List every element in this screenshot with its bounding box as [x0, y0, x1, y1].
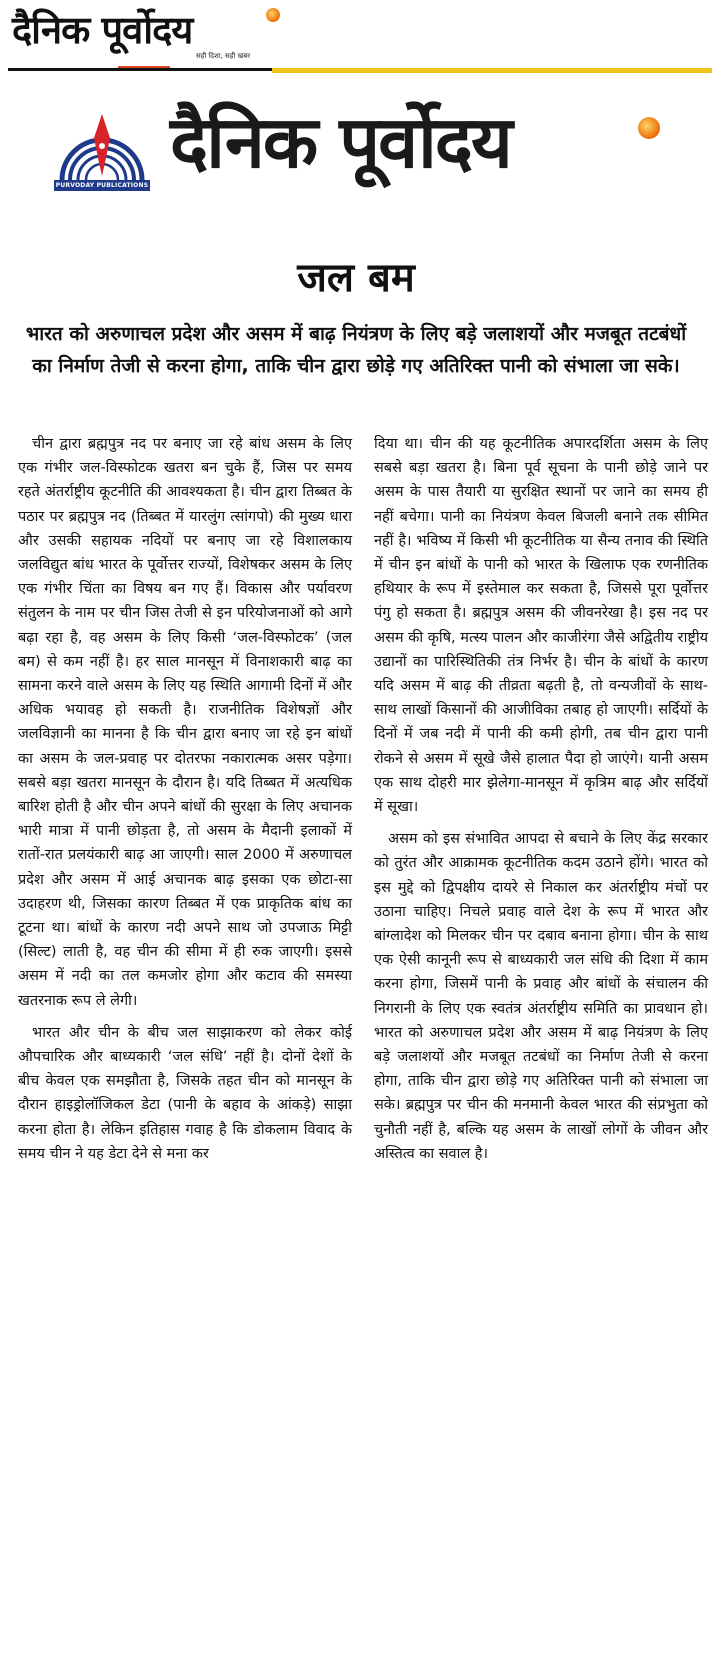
masthead-logo-small[interactable]: दैनिक पूर्वोदय — [12, 7, 193, 52]
article-headline: जल बम — [297, 255, 415, 301]
article-deck: भारत को अरुणाचल प्रदेश और असम में बाढ़ नियंत्रण के लिए बड़े जलाशयों और मजबूत तटबंधों का निर्माण तेजी से करना होगा, ताकि चीन द्वारा छोड़े गए अतिरिक्त पानी को संभाला जा सके। — [25, 323, 687, 377]
sun-dot-icon — [266, 8, 280, 22]
masthead-yellow-rule — [272, 68, 712, 73]
sun-dot-large-icon — [638, 117, 660, 139]
masthead-logo-large: दैनिक पूर्वोदय — [170, 99, 511, 184]
right-column — [374, 432, 708, 1174]
masthead-tagline: सही दिशा, सही खबर — [196, 52, 251, 60]
publisher-name: PURVODAY PUBLICATIONS — [55, 182, 149, 189]
paragraph: भारत और चीन के बीच जल साझाकरण को लेकर कोई औपचारिक और बाध्यकारी ‘जल संधि’ नहीं है। दोनों देशों के बीच केवल एक समझौता है, जिसके तहत चीन को मानसून के दौरान हाइड्रोलॉजिकल डेटा (पानी के बहाव के आंकड़े) साझा करना होता है। लेकिन इतिहास गवाह है कि डोकलाम विवाद के समय चीन ने यह डेटा देने से मना कर — [18, 1024, 352, 1162]
paragraph: असम को इस संभावित आपदा से बचाने के लिए केंद्र सरकार को तुरंत और आक्रामक कूटनीतिक कदम उठाने होंगे। भारत को इस मुद्दे को द्विपक्षीय दायरे से निकाल कर अंतर्राष्ट्रीय मंचों पर उठाना चाहिए। निचले प्रवाह वाले देश के रूप में भारत और बांग्लादेश को मिलकर चीन पर दबाव बनाना होगा। चीन के साथ एक ऐसी कानूनी रूप से बाध्यकारी जल संधि की दिशा में काम करना होगा, जिसमें पानी के प्रवाह और बांधों के संचालन की निगरानी के लिए एक स्वतंत्र अंतर्राष्ट्रीय समिति का प्रावधान हो। भारत को अरुणाचल प्रदेश और असम में बाढ़ नियंत्रण के लिए बड़े जलाशयों और मजबूत तटबंधों का निर्माण तेजी से करना होगा, ताकि चीन द्वारा छोड़े गए अतिरिक्त पानी को संभाला जा सके। ब्रह्मपुत्र पर चीन की मनमानी केवल भारत की संप्रभुता को चुनौती नहीं है, बल्कि यह असम के लाखों लोगों के जीवन और अस्तित्व का सवाल है। — [374, 831, 708, 1162]
masthead-red-accent — [118, 66, 170, 68]
paragraph: दिया था। चीन की यह कूटनीतिक अपारदर्शिता असम के लिए सबसे बड़ा खतरा है। बिना पूर्व सूचना के पानी छोड़े जाने पर असम के पास तैयारी या सुरक्षित स्थानों पर जाने का समय ही नहीं बचेगा। पानी का नियंत्रण केवल बिजली बनाने तक सीमित नहीं है। भविष्य में किसी भी कूटनीतिक या सैन्य तनाव की स्थिति में चीन इन बांधों के पानी को भारत के खिलाफ एक रणनीतिक हथियार के रूप में इस्तेमाल कर सकता है, जिससे पूरा पूर्वोत्तर पंगु हो सकता है। ब्रह्मपुत्र असम की जीवनरेखा है। इस नद पर असम की कृषि, मत्स्य पालन और काजीरंगा जैसे अद्वितीय राष्ट्रीय उद्यानों का पारिस्थितिकी तंत्र निर्भर है। चीन के बांधों के कारण यदि असम में बाढ़ की तीव्रता बढ़ती है, तो वन्यजीवों के साथ-साथ लाखों किसानों की आजीविका तबाह हो जाएगी। सर्दियों के दिनों में जब नदी में पानी की कमी होगी, तब चीन द्वारा पानी रोकने से असम में सूखे जैसे हालात पैदा हो जाएंगे। यानी असम एक साथ दोहरी मार झेलेगा-मानसून में कृत्रिम बाढ़ और सर्दियों में सूखा। — [374, 436, 708, 816]
publisher-emblem-icon — [54, 106, 150, 186]
left-column — [18, 432, 352, 1174]
article-body — [18, 432, 708, 1652]
top-masthead — [0, 0, 712, 76]
masthead-underline — [8, 68, 272, 71]
paragraph: चीन द्वारा ब्रह्मपुत्र नद पर बनाए जा रहे बांध असम के लिए एक गंभीर जल-विस्फोटक खतरा बन चुके हैं, जिस पर समय रहते अंतर्राष्ट्रीय कूटनीति की आवश्यकता है। चीन द्वारा तिब्बत के पठार पर ब्रह्मपुत्र नद (तिब्बत में यारलुंग त्सांगपो) की मुख्य धारा और उसकी सहायक नदियों पर बनाए जा रहे विशालकाय जलविद्युत बांध भारत के पूर्वोत्तर राज्यों, विशेषकर असम के लिए एक गंभीर चिंता का विषय बन गए हैं। विकास और पर्यावरण संतुलन के नाम पर चीन जिस तेजी से इन परियोजनाओं को आगे बढ़ा रहा है, वह असम के लिए किसी ‘जल-विस्फोटक’ (जल बम) से कम नहीं है। हर साल मानसून में विनाशकारी बाढ़ का सामना करने वाले असम के लिए यह स्थिति आगामी दिनों में और अधिक भयावह हो सकती है। राजनीतिक विशेषज्ञों और जलविज्ञानी का मानना है कि चीन द्वारा बनाए जा रहे इन बांधों का असम के जल-प्रवाह पर दोतरफा नकारात्मक असर पड़ेगा। सबसे बड़ा खतरा मानसून के दौरान है। यदि तिब्बत में अत्यधिक बारिश होती है और चीन अपने बांधों की सुरक्षा के लिए अचानक भारी मात्रा में पानी छोड़ता है, तो असम के मैदानी इलाकों में रातों-रात प्रलयंकारी बाढ़ आ जाएगी। साल 2000 में अरुणाचल प्रदेश और असम में आई अचानक बाढ़ इसका एक छोटा-सा उदाहरण थी, जिसका कारण तिब्बत में एक प्राकृतिक बांध का टूटना था। बांधों के कारण नदी अपने साथ जो उपजाऊ मिट्टी (सिल्ट) लाती है, वह चीन की सीमा में ही रुक जाएगी। इससे असम में नदी का तल कमजोर होगा और कटाव की समस्या खतरनाक रूप ले लेगी। — [18, 436, 352, 1009]
